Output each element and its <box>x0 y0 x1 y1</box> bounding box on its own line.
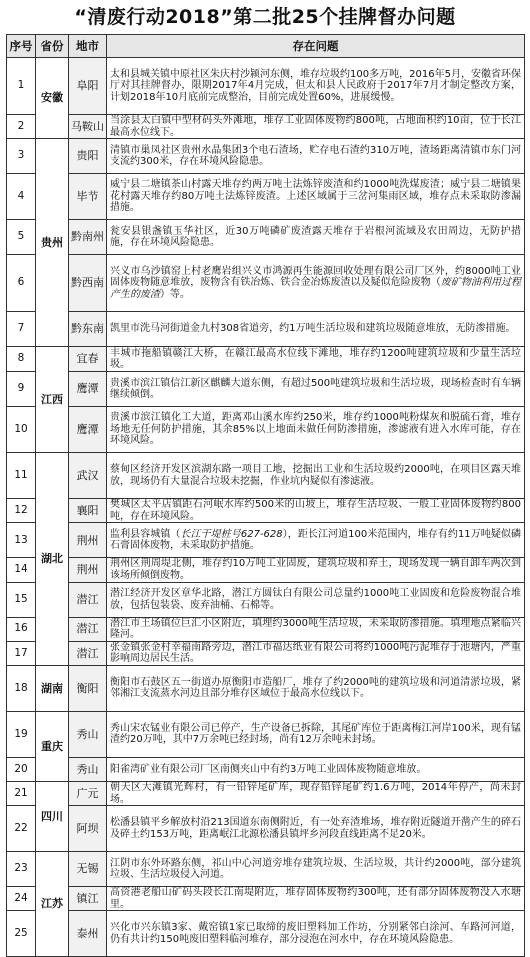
issue-text: 兴义市乌沙镇窑上村老鹰岩组兴义市鸿源再生能源回收处理有限公司厂区外，约8000吨工业固体废物随意堆放，废物含有铁冶炼、铁合金冶炼废渣以及疑似危险废物（ <box>110 265 521 289</box>
row-no: 6 <box>7 255 36 312</box>
city-cell: 衡阳 <box>69 665 107 711</box>
table-row <box>7 641 525 665</box>
province-cell: 湖北 <box>36 453 69 666</box>
row-no: 1 <box>7 58 36 115</box>
city-cell: 秀山 <box>69 711 107 757</box>
issue-cell: 威宁县二塘镇茶山村露天堆存约两万吨土法炼锌废渣和约1000吨洗煤废渣；威宁县二塘镇果花村露天堆存约80万吨土法炼锌废渣。上述区域属于三岔河集雨区域，堆存点未采取防渗漏措施。 <box>107 174 525 220</box>
province-cell: 江苏 <box>36 852 69 957</box>
issue-cell: 阳雀湾矿业有限公司厂区南侧夹山中有约3万吨工业固体废物随意堆放。 <box>107 757 525 781</box>
row-no: 20 <box>7 757 36 781</box>
province-cell: 贵州 <box>36 139 69 347</box>
city-cell: 贵阳 <box>69 139 107 174</box>
row-no: 2 <box>7 115 36 139</box>
issue-cell: 贵溪市滨江镇化工大道，距离邓山溪水库约250米，堆存约1000吨粉煤灰和脱硫石膏，堆存场地无任何防护措施，其余85%以上地面未做任何防渗措施，渗滤液有进入水库可能，存在环境风险。 <box>107 407 525 453</box>
row-no: 9 <box>7 372 36 407</box>
table-row <box>7 115 525 139</box>
row-no: 25 <box>7 911 36 957</box>
row-no: 19 <box>7 711 36 757</box>
issue-cell: 荆州区荆周堤北侧，堆存约10万吨工业固废，建筑垃圾和弃土，现场发现一辆自卸车两次到该场所倾倒废物。 <box>107 558 525 582</box>
header-issue: 存在问题 <box>107 35 525 58</box>
city-cell: 潜江 <box>69 617 107 641</box>
issue-cell: 朝天区大滩镇光辉村，有一铅锌尾矿库，现存铅锌尾矿约1.6万吨，2014年停产，尚未封场。 <box>107 781 525 805</box>
issue-cell: 衡阳市石鼓区五一街道办原衡阳市造船厂，堆存了约2000吨的建筑垃圾和河道清淤垃圾，紧邻湘江支流蒸水河边且部分堆存区域位于最高水位线以下。 <box>107 665 525 711</box>
table-row <box>7 852 525 887</box>
row-no: 17 <box>7 641 36 665</box>
table-row <box>7 665 525 711</box>
row-no: 10 <box>7 407 36 453</box>
city-cell: 鹰潭 <box>69 372 107 407</box>
city-cell: 潜江 <box>69 641 107 665</box>
table-row <box>7 781 525 805</box>
issue-cell: 高资港老船山矿码头段长江南堤附近，堆存固体废物约300吨，还有部分固体废物没入水塘里。 <box>107 887 525 911</box>
city-cell: 黔东南 <box>69 312 107 347</box>
table-row <box>7 372 525 407</box>
issues-table <box>6 34 525 957</box>
city-cell: 阿坝 <box>69 806 107 852</box>
issue-cell: 潜江市王场镇位巨汇小区附近，填埋约3000吨生活垃圾，未采取防渗措施。填埋地点紧临兴隆河。 <box>107 617 525 641</box>
table-row <box>7 757 525 781</box>
row-no: 13 <box>7 523 36 558</box>
table-row <box>7 499 525 523</box>
city-cell: 秀山 <box>69 757 107 781</box>
city-cell: 广元 <box>69 781 107 805</box>
page-title: “清废行动2018”第二批25个挂牌督办问题 <box>74 6 456 28</box>
city-cell: 荆州 <box>69 558 107 582</box>
city-cell: 鹰潭 <box>69 407 107 453</box>
row-no: 8 <box>7 347 36 372</box>
issue-cell: 松潘县镇平乡解放村沿213国道东南侧附近，有一处弃渣堆场，堆存附近隧道开凿产生的碎石及碎土约153万吨，距离岷江北源松潘县镇坪乡河段直线距离不足20米。 <box>107 806 525 852</box>
row-no: 18 <box>7 665 36 711</box>
city-cell: 阜阳 <box>69 58 107 115</box>
table-row <box>7 558 525 582</box>
row-no: 12 <box>7 499 36 523</box>
city-cell: 宜春 <box>69 347 107 372</box>
table-header-row <box>7 35 525 58</box>
city-cell: 毕节 <box>69 174 107 220</box>
issue-text-tail: ）等。 <box>160 288 190 300</box>
row-no: 14 <box>7 558 36 582</box>
issue-cell: 江阴市东外环路东侧，祁山中心河道旁堆存建筑垃圾、生活垃圾，共计约2000吨，部分建筑垃圾、生活垃圾侵入河道。 <box>107 852 525 887</box>
issue-note: 废矿物油利用过程产生的废渣 <box>110 277 522 300</box>
header-province: 省份 <box>36 35 69 58</box>
table-row <box>7 711 525 757</box>
city-cell: 泰州 <box>69 911 107 957</box>
issue-cell: 瓮安县银盏镇玉华社区，近30万吨磷矿废渣露天堆存于岩根河流域及农田周边，无防护措施，存在环境风险隐患。 <box>107 220 525 255</box>
province-cell: 安徽 <box>36 58 69 139</box>
issue-cell <box>107 255 525 312</box>
table-row <box>7 453 525 499</box>
province-cell: 江西 <box>36 347 69 453</box>
issue-cell: 丰城市拖船镇赣江大桥，在赣江最高水位线下滩地，堆存约1200吨建筑垃圾和少量生活垃圾。 <box>107 347 525 372</box>
city-cell: 黔南州 <box>69 220 107 255</box>
issue-text: 监利县容城镇（ <box>110 528 181 540</box>
city-cell: 黔西南 <box>69 255 107 312</box>
city-cell: 潜江 <box>69 582 107 617</box>
issue-cell: 秀山宋农锰业有限公司已停产，生产设备已拆除，其尾矿库位于距离梅江河岸100米，现有锰渣约20万吨，其中7万余吨已经封场，尚有12万余吨未封场。 <box>107 711 525 757</box>
table-row <box>7 139 525 174</box>
issue-cell: 樊城区太平店镇距石河岷水库约500米的山坡上，堆存生活垃圾、一般工业固体废物约800吨，存在环境风险。 <box>107 499 525 523</box>
table-row <box>7 582 525 617</box>
issue-cell: 兴化市兴东镇3家、戴窑镇1家已取缔的废旧塑料加工作坊，分别紧邻白涂河、车路河河道，仍有共计约150吨废旧塑料临河堆存，部分浸泡在河水中，存在环境风险隐患。 <box>107 911 525 957</box>
city-cell: 无锡 <box>69 852 107 887</box>
province-cell: 湖南 <box>36 665 69 711</box>
issue-cell: 贵溪市滨江镇信江新区麒麟大道东侧，有超过500吨建筑垃圾和生活垃圾，现场检查时有车辆继续倾倒。 <box>107 372 525 407</box>
issue-text-tail: ），距长江河道100米范围内，堆存有约11万吨疑似磷石膏固体废物，未采取防护措施。 <box>110 528 521 552</box>
table-row <box>7 58 525 115</box>
issue-cell <box>107 523 525 558</box>
row-no: 22 <box>7 806 36 852</box>
table-row <box>7 523 525 558</box>
table-row <box>7 407 525 453</box>
row-no: 11 <box>7 453 36 499</box>
row-no: 3 <box>7 139 36 174</box>
issue-cell: 张金镇张金村幸福南路旁边，潜江市福达纸业有限公司将约1000吨污泥堆存于池塘内，严重影响周边居民生活。 <box>107 641 525 665</box>
city-cell: 荆州 <box>69 523 107 558</box>
province-cell: 四川 <box>36 781 69 851</box>
table-row <box>7 806 525 852</box>
row-no: 4 <box>7 174 36 220</box>
table-row <box>7 312 525 347</box>
table-row <box>7 174 525 220</box>
row-no: 7 <box>7 312 36 347</box>
issue-cell: 潜江经济开发区章华北路，潜江方圆钛白有限公司总量约1000吨工业固废和危险废物混合堆放，包括包装袋、废弃油桶、石棉等。 <box>107 582 525 617</box>
row-no: 16 <box>7 617 36 641</box>
issue-cell: 蔡甸区经济开发区滨湖东路一项目工地，挖掘出工业和生活垃圾约2000吨，在项目区露天堆放，现场仍有大量混合垃圾未挖掘，作业坑内疑似有渗滤液。 <box>107 453 525 499</box>
city-cell: 武汉 <box>69 453 107 499</box>
table-row <box>7 220 525 255</box>
city-cell: 镇江 <box>69 887 107 911</box>
issue-cell: 凯里市洗马河街道金九村308省道旁，约1万吨生活垃圾和建筑垃圾随意堆放，无防渗措施。 <box>107 312 525 347</box>
issue-note: 长江干堤桩号627-628 <box>180 528 283 540</box>
row-no: 15 <box>7 582 36 617</box>
row-no: 21 <box>7 781 36 805</box>
table-row <box>7 617 525 641</box>
header-no: 序号 <box>7 35 36 58</box>
issue-cell: 太和县城关镇中原社区朱庆村沙颍河东侧，堆存垃圾约100多万吨，2016年5月，安徽省环保厅对其挂牌督办，限期2017年4月完成，但太和县人民政府于2017年7月才制定整改方案，计划2018年10月底前完成整治，目前完成处置60%，进展缓慢。 <box>107 58 525 115</box>
table-row <box>7 347 525 372</box>
header-city: 地市 <box>69 35 107 58</box>
issue-cell: 清镇市巢凤社区贵州水晶集团3个电石渣场，贮存电石渣约310万吨，渣场距离清镇市东门河支流约300米，存在环境风险隐患。 <box>107 139 525 174</box>
city-cell: 襄阳 <box>69 499 107 523</box>
row-no: 5 <box>7 220 36 255</box>
issue-cell: 当涂县太白镇中型材码头外滩地，堆存工业固体废物约800吨，占地面积约10亩，位于长江最高水位线下。 <box>107 115 525 139</box>
city-cell: 马鞍山 <box>69 115 107 139</box>
table-row <box>7 911 525 957</box>
row-no: 24 <box>7 887 36 911</box>
row-no: 23 <box>7 852 36 887</box>
table-row <box>7 887 525 911</box>
table-row <box>7 255 525 312</box>
province-cell: 重庆 <box>36 711 69 781</box>
